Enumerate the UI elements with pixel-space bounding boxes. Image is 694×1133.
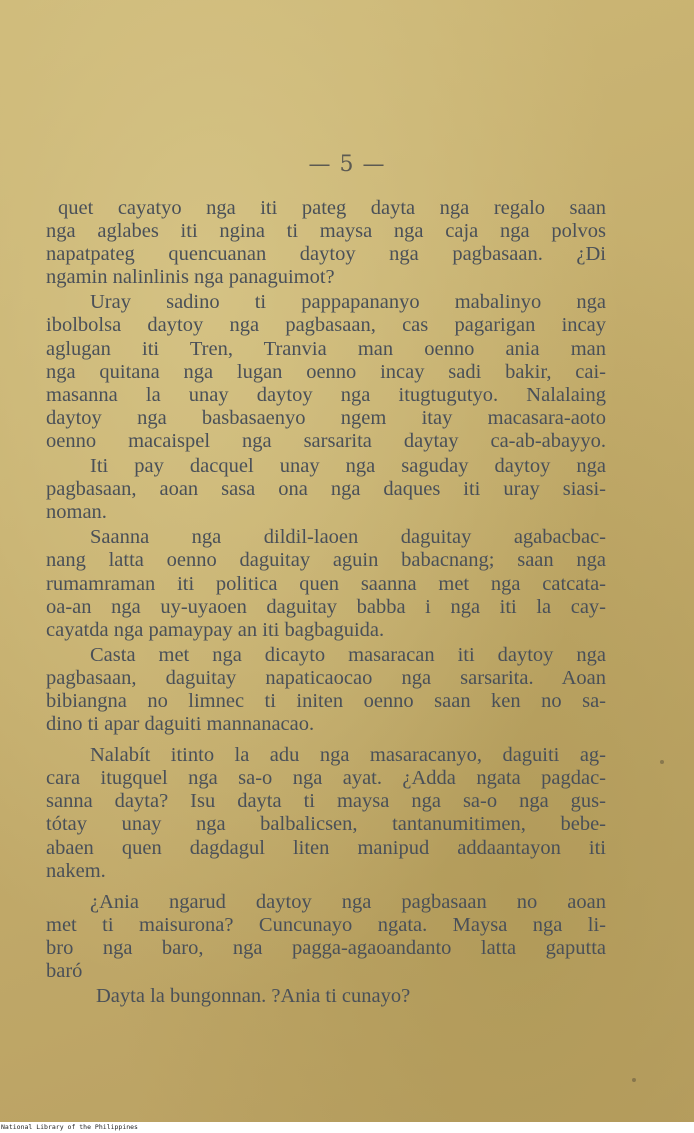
text-line: Nalabít itinto la adu nga masaracanyo, daguiti ag-: [90, 744, 606, 767]
text-line: met ti maisurona? Cuncunayo ngata. Maysa nga li-: [46, 913, 606, 936]
text-line: aglugan iti Tren, Tranvia man oenno ania man: [46, 337, 606, 360]
text-line: nang latta oenno daguitay aguin babacnang; saan nga: [46, 549, 606, 572]
text-line: baró: [46, 960, 83, 982]
text-line: quet cayatyo nga iti pateg dayta nga regalo saan: [58, 197, 606, 219]
text-line: ngamin nalinlinis nga panaguimot?: [46, 266, 335, 289]
text-line: dino ti apar daguiti mannanacao.: [46, 713, 315, 736]
text-line: napatpateg quencuanan daytoy nga pagbasaan. ¿Di: [46, 243, 606, 266]
text-line: sanna dayta? Isu dayta ti maysa nga sa-o nga gus-: [46, 790, 606, 813]
text-line: Saanna nga dildil-laoen daguitay agabacbac-: [90, 526, 606, 549]
text-line: ibolbolsa daytoy nga pagbasaan, cas pagarigan incay: [46, 314, 606, 337]
text-line: nga quitana nga lugan oenno incay sadi bakir, cai-: [46, 360, 606, 383]
paper-speck: [660, 760, 664, 764]
text-line: bibiangna no limnec ti initen oenno saan ken no sa-: [46, 689, 606, 712]
text-line: ¿Ania ngarud daytoy nga pagbasaan no aoan: [90, 890, 606, 913]
text-line: daytoy nga basbasaenyo ngem itay macasara-aoto: [46, 406, 606, 429]
text-line: abaen quen dagdagul liten manipud addaantayon iti: [46, 836, 606, 859]
text-line: nakem.: [46, 859, 106, 882]
text-line: Casta met nga dicayto masaracan iti daytoy nga: [90, 643, 606, 666]
text-line: masanna la unay daytoy nga itugtugutyo. Nalalaing: [46, 383, 606, 406]
text-line: cayatda nga pamaypay an iti bagbaguida.: [46, 618, 385, 641]
text-line: nga aglabes iti ngina ti maysa nga caja nga polvos: [46, 220, 606, 243]
text-line: oenno macaispel nga sarsarita daytay ca-ab-abayyo.: [46, 429, 606, 452]
text-line: oa-an nga uy-uyaoen daguitay babba i nga iti la cay-: [46, 595, 606, 618]
text-line: cara itugquel nga sa-o nga ayat. ¿Adda ngata pagdac-: [46, 767, 606, 790]
text-line: noman.: [46, 501, 107, 524]
text-line: Dayta la bungonnan. ?Ania ti cunayo?: [96, 985, 411, 1008]
text-line: pagbasaan, aoan sasa ona nga daques iti uray siasi-: [46, 478, 606, 501]
page-number: — 5 —: [308, 152, 386, 177]
body-text: [46, 197, 606, 1008]
text-line: rumamraman iti politica quen saanna met nga catcata-: [46, 572, 606, 595]
text-line: tótay unay nga balbalicsen, tantanumitimen, bebe-: [46, 813, 606, 836]
text-line: pagbasaan, daguitay napaticaocao nga sarsarita. Aoan: [46, 666, 606, 689]
text-line: Uray sadino ti pappapananyo mabalinyo nga: [90, 291, 606, 314]
paper-speck: [632, 1078, 636, 1082]
footer-credit: National Library of the Philippines: [0, 1122, 694, 1133]
text-line: bro nga baro, nga pagga-agaoandanto latta gaputta: [46, 936, 606, 959]
text-line: Iti pay dacquel unay nga saguday daytoy nga: [90, 455, 606, 478]
